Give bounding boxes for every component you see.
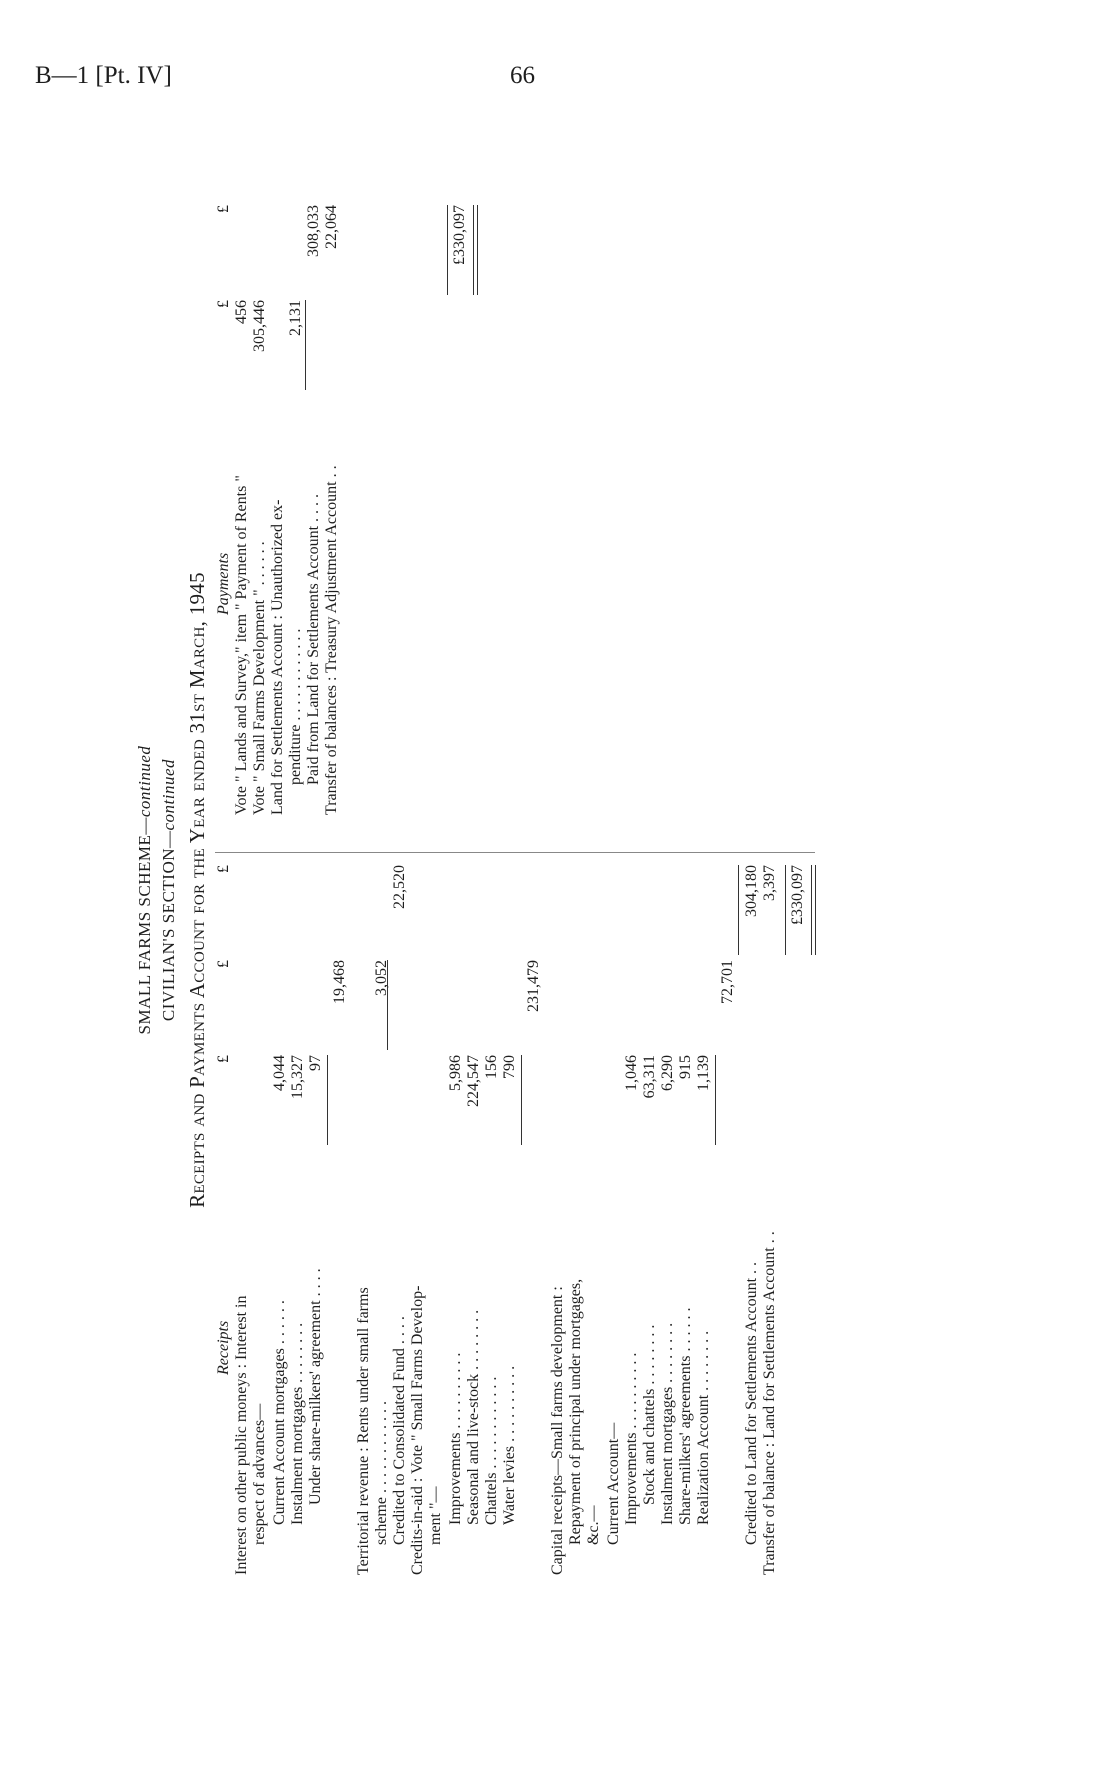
title-section — [159, 205, 179, 1575]
receipts-currency-col3: £ — [215, 865, 232, 873]
receipts-line-label: Capital receipts—Small farms development : — [549, 1286, 566, 1575]
receipts-amount-c1: 156 — [483, 1055, 500, 1079]
receipts-line-label: Realization Account . . . . . . . . — [695, 1330, 712, 1525]
total-rule — [447, 205, 448, 295]
receipts-line-label: Water levies . . . . . . . . . . — [501, 1365, 518, 1525]
receipts-line-label: Instalment mortgages . . . . . . . . — [289, 1322, 306, 1525]
receipts-heading: Receipts — [215, 1320, 232, 1375]
account-title: Receipts and Payments Account for the Year ended 31st March, 1945 — [185, 572, 209, 1208]
receipts-amount-c1: 63,311 — [641, 1055, 658, 1099]
receipts-line-label: ment "— — [427, 1486, 444, 1545]
receipts-amount-c2: 3,052 — [373, 960, 390, 996]
sum-rule — [387, 960, 388, 1050]
receipts-line-label: respect of advances— — [251, 1403, 268, 1545]
page-number: 66 — [510, 62, 535, 89]
sum-rule — [521, 1055, 522, 1145]
receipts-amount-c1: 915 — [677, 1055, 694, 1079]
receipts-amount-c2: 231,479 — [525, 960, 542, 1012]
sum-rule — [327, 1055, 328, 1145]
receipts-line-label: Improvements . . . . . . . . . . — [623, 1352, 640, 1525]
receipts-line-label: Current Account mortgages . . . . . . — [271, 1300, 288, 1525]
payments-currency-col1: £ — [215, 300, 232, 308]
payments-amount-c2: 22,064 — [323, 205, 340, 249]
payments-amount-c1: 2,131 — [287, 300, 304, 336]
title-scheme — [135, 205, 155, 1575]
receipts-line-label: Credits-in-aid : Vote " Small Farms Develop- — [409, 1285, 426, 1575]
receipts-line-label: Transfer of balance : Land for Settlements Account . . — [761, 1231, 778, 1575]
title-scheme-continued: continued — [135, 745, 154, 818]
receipts-line-label: &c.— — [585, 1505, 602, 1545]
receipts-amount-c1: 5,986 — [447, 1055, 464, 1091]
title-section-main: CIVILIAN'S SECTION— — [159, 830, 178, 1022]
payments-line-label: Transfer of balances : Treasury Adjustment Account . . — [323, 465, 340, 815]
receipts-line-label: Repayment of principal under mortgages, — [567, 1278, 584, 1545]
receipts-amount-c1: 97 — [307, 1055, 324, 1071]
receipts-amount-c1: 1,139 — [695, 1055, 712, 1091]
receipts-line-label: Under share-milkers' agreement . . . . — [307, 1268, 324, 1505]
receipts-amount-c3: 3,397 — [761, 865, 778, 901]
rotated-table-page — [135, 205, 955, 1575]
receipts-total: £330,097 — [789, 865, 806, 925]
total-rule — [815, 865, 816, 955]
receipts-line-label: Current Account— — [605, 1422, 622, 1545]
payments-amount-c1: 305,446 — [251, 300, 268, 352]
sum-rule — [715, 1055, 716, 1145]
sum-rule — [738, 865, 739, 955]
receipts-amount-c1: 224,547 — [465, 1055, 482, 1107]
receipts-amount-c3: 304,180 — [743, 865, 760, 917]
receipts-line-label: Improvements . . . . . . . . . . — [447, 1352, 464, 1525]
page-reference: B—1 [Pt. IV] — [35, 62, 172, 89]
payments-total: £330,097 — [451, 205, 468, 265]
receipts-amount-c1: 1,046 — [623, 1055, 640, 1091]
receipts-line-label: Seasonal and live-stock . . . . . . . . — [465, 1309, 482, 1525]
receipts-line-label: Stock and chattels . . . . . . . . — [641, 1324, 658, 1505]
total-rule — [811, 865, 812, 955]
payments-amount-c1: 456 — [233, 300, 250, 324]
receipts-amount-c1: 15,327 — [289, 1055, 306, 1099]
payments-line-label: Land for Settlements Account : Unauthorized ex- — [269, 499, 286, 815]
column-divider — [215, 852, 815, 853]
payments-line-label: penditure . . . . . . . . . . . . — [287, 628, 304, 785]
receipts-line-label: scheme . . . . . . . . . . . . — [373, 1401, 390, 1545]
receipts-line-label: Chattels . . . . . . . . . . . . — [483, 1376, 500, 1525]
payments-currency-col2: £ — [215, 205, 232, 213]
payments-amount-c2: 308,033 — [305, 205, 322, 257]
receipts-amount-c1: 4,044 — [271, 1055, 288, 1091]
receipts-amount-c1: 6,290 — [659, 1055, 676, 1091]
payments-line-label: Paid from Land for Settlements Account . . . . — [305, 493, 322, 785]
receipts-amount-c1: 790 — [501, 1055, 518, 1079]
receipts-currency-col1: £ — [215, 1055, 232, 1063]
receipts-currency-col2: £ — [215, 960, 232, 968]
receipts-line-label: Credited to Land for Settlements Account . . — [743, 1261, 760, 1545]
receipts-line-label: Share-milkers' agreements . . . . . . — [677, 1307, 694, 1525]
payments-line-label: Vote " Small Farms Development " . . . . . . — [251, 541, 268, 815]
receipts-amount-c2: 19,468 — [331, 960, 348, 1004]
receipts-line-label: Credited to Consolidated Fund . . . . — [391, 1316, 408, 1545]
payments-line-label: Vote " Lands and Survey," item " Payment of Rents " — [233, 475, 250, 815]
total-rule — [473, 205, 474, 295]
title-section-continued: continued — [159, 758, 178, 831]
receipts-amount-c2: 72,701 — [719, 960, 736, 1004]
total-rule — [477, 205, 478, 295]
receipts-line-label: Interest on other public moneys : Interest in — [233, 1295, 250, 1575]
payments-heading: Payments — [215, 552, 232, 615]
sum-rule — [305, 300, 306, 390]
total-rule — [785, 865, 786, 955]
title-scheme-main: SMALL FARMS SCHEME— — [135, 817, 154, 1035]
receipts-amount-c3: 22,520 — [391, 865, 408, 909]
receipts-line-label: Instalment mortgages . . . . . . . . — [659, 1322, 676, 1525]
receipts-line-label: Territorial revenue : Rents under small farms — [355, 1287, 372, 1575]
